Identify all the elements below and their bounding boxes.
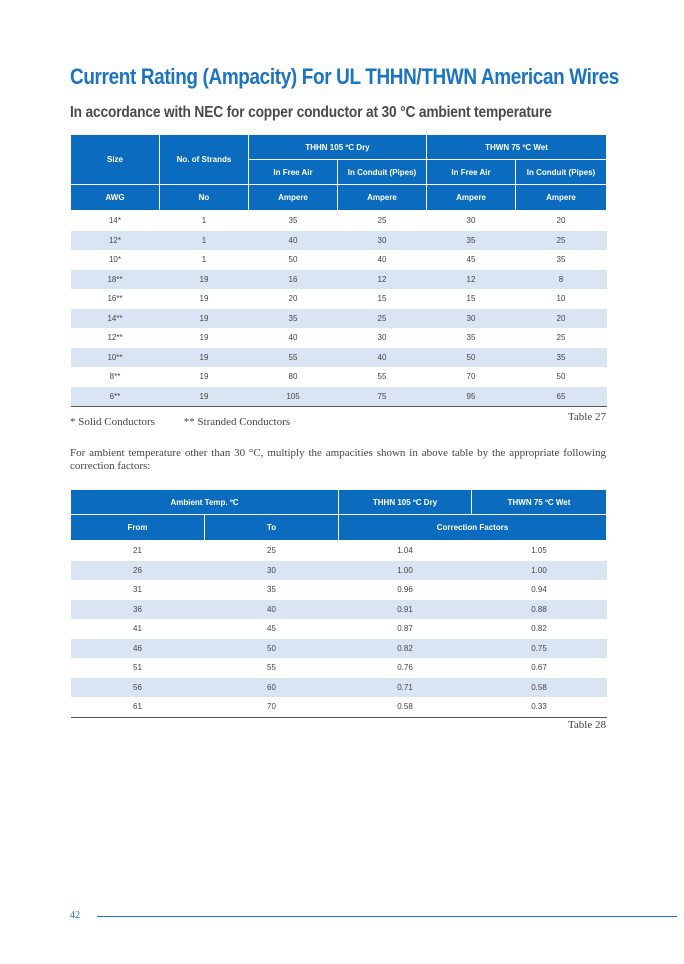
cell: 0.76	[397, 663, 413, 673]
table-row	[71, 697, 607, 717]
correction-paragraph: For ambient temperature other than 30 °C, multiply the ampacities shown in above table by the appropriate following correction factors:	[70, 447, 606, 472]
cell: 0.82	[339, 639, 472, 659]
cell: 105	[249, 387, 338, 407]
cell: 8	[516, 270, 607, 290]
table-row	[71, 328, 607, 348]
table-row	[71, 367, 607, 387]
table-row	[71, 619, 607, 639]
cell: 70	[466, 372, 476, 382]
cell: 25	[267, 546, 276, 556]
header-awg: AWG	[71, 185, 160, 211]
cell: 1.00	[472, 561, 607, 581]
cell: 15	[377, 294, 387, 304]
cell: 1	[201, 216, 207, 226]
cell: 61	[71, 697, 205, 717]
table-row	[71, 211, 607, 231]
header-conduit: In Conduit (Pipes)	[516, 160, 607, 185]
cell: 21	[133, 546, 142, 556]
cell: 0.75	[472, 639, 607, 659]
cell: 0.96	[397, 585, 413, 595]
cell: 36	[71, 600, 205, 620]
table-row	[71, 678, 607, 698]
cell: 16**	[107, 294, 123, 304]
table-row	[71, 231, 607, 251]
header-to: To	[205, 515, 339, 541]
cell: 19	[160, 387, 249, 407]
table-row	[71, 580, 607, 600]
header-thwn: THWN 75 ºC Wet	[427, 135, 607, 160]
cell: 10	[556, 294, 566, 304]
cell: 1	[160, 231, 249, 251]
cell: 65	[516, 387, 607, 407]
page-number: 42	[70, 910, 80, 921]
table-28-label: Table 28	[567, 719, 606, 731]
table-row	[71, 289, 607, 309]
cell: 45	[267, 624, 276, 634]
table-row	[71, 561, 607, 581]
cell: 1.05	[531, 546, 547, 556]
cell: 70	[205, 697, 339, 717]
header-size: Size	[71, 135, 160, 185]
cell: 95	[427, 387, 516, 407]
cell: 20	[556, 216, 566, 226]
cell: 30	[338, 231, 427, 251]
cell: 20	[288, 294, 298, 304]
page-subtitle: In accordance with NEC for copper conductor at 30 °C ambient temperature	[70, 104, 552, 121]
cell: 50	[556, 372, 566, 382]
cell: 35	[427, 231, 516, 251]
cell: 31	[133, 585, 142, 595]
cell: 50	[427, 348, 516, 368]
cell: 18**	[71, 270, 160, 290]
table-27-label: Table 27	[567, 411, 606, 423]
cell: 40	[377, 255, 387, 265]
header-free-air: In Free Air	[249, 160, 338, 185]
header-thhn: THHN 105 ºC Dry	[339, 490, 472, 515]
table-row	[71, 309, 607, 329]
conductor-notes	[70, 416, 316, 428]
cell: 60	[205, 678, 339, 698]
cell: 15	[466, 294, 476, 304]
header-ampere: Ampere	[338, 185, 427, 211]
header-free-air: In Free Air	[427, 160, 516, 185]
cell: 0.58	[472, 678, 607, 698]
header-ampere: Ampere	[516, 185, 607, 211]
cell: 30	[377, 333, 387, 343]
cell: 35	[249, 309, 338, 329]
table-row	[71, 639, 607, 659]
cell: 40	[249, 231, 338, 251]
cell: 12**	[107, 333, 123, 343]
cell: 10**	[71, 348, 160, 368]
note-solid: * Solid Conductors	[70, 416, 155, 428]
cell: 55	[267, 663, 276, 673]
cell: 30	[205, 561, 339, 581]
cell: 41	[133, 624, 142, 634]
cell: 12*	[71, 231, 160, 251]
cell: 8**	[109, 372, 121, 382]
cell: 19	[160, 270, 249, 290]
cell: 0.91	[339, 600, 472, 620]
cell: 51	[133, 663, 142, 673]
cell: 56	[71, 678, 205, 698]
header-strands: No. of Strands	[160, 135, 249, 185]
header-correction-factors: Correction Factors	[339, 515, 607, 541]
cell: 1.04	[397, 546, 413, 556]
cell: 55	[249, 348, 338, 368]
cell: 40	[205, 600, 339, 620]
header-from: From	[71, 515, 205, 541]
cell: 50	[288, 255, 298, 265]
table-row	[71, 250, 607, 270]
cell: 0.71	[339, 678, 472, 698]
header-ampere: Ampere	[249, 185, 338, 211]
cell: 10*	[108, 255, 121, 265]
cell: 25	[338, 309, 427, 329]
cell: 30	[427, 309, 516, 329]
header-ampere: Ampere	[427, 185, 516, 211]
cell: 26	[71, 561, 205, 581]
cell: 35	[267, 585, 276, 595]
cell: 0.88	[472, 600, 607, 620]
cell: 35	[556, 255, 566, 265]
header-conduit: In Conduit (Pipes)	[338, 160, 427, 185]
ampacity-table	[70, 134, 607, 407]
cell: 25	[556, 333, 566, 343]
cell: 40	[338, 348, 427, 368]
cell: 0.87	[397, 624, 413, 634]
cell: 25	[377, 216, 387, 226]
cell: 19	[199, 294, 209, 304]
cell: 6**	[71, 387, 160, 407]
table-row	[71, 348, 607, 368]
table-row	[71, 541, 607, 561]
header-ambient-temp: Ambient Temp. ºC	[71, 490, 339, 515]
cell: 1	[201, 255, 207, 265]
note-stranded: ** Stranded Conductors	[183, 416, 291, 428]
cell: 50	[205, 639, 339, 659]
header-thhn: THHN 105 ºC Dry	[249, 135, 427, 160]
cell: 1.00	[339, 561, 472, 581]
footer-divider	[97, 916, 677, 917]
cell: 46	[71, 639, 205, 659]
cell: 14**	[71, 309, 160, 329]
table-row	[71, 600, 607, 620]
cell: 0.94	[531, 585, 547, 595]
cell: 16	[249, 270, 338, 290]
cell: 30	[466, 216, 476, 226]
cell: 40	[288, 333, 298, 343]
cell: 75	[338, 387, 427, 407]
correction-factors-table	[70, 489, 607, 718]
table-row	[71, 387, 607, 407]
cell: 25	[516, 231, 607, 251]
cell: 35	[466, 333, 476, 343]
header-thwn: THWN 75 ºC Wet	[472, 490, 607, 515]
cell: 19	[199, 372, 209, 382]
cell: 19	[199, 333, 209, 343]
cell: 0.58	[339, 697, 472, 717]
cell: 80	[288, 372, 298, 382]
cell: 19	[160, 348, 249, 368]
cell: 35	[516, 348, 607, 368]
cell: 0.67	[531, 663, 547, 673]
table-row	[71, 658, 607, 678]
cell: 12	[338, 270, 427, 290]
table-row	[71, 270, 607, 290]
cell: 14*	[108, 216, 121, 226]
cell: 35	[288, 216, 298, 226]
header-no: No	[160, 185, 249, 211]
cell: 20	[516, 309, 607, 329]
cell: 0.82	[531, 624, 547, 634]
cell: 55	[377, 372, 387, 382]
cell: 19	[160, 309, 249, 329]
cell: 0.33	[472, 697, 607, 717]
cell: 45	[466, 255, 476, 265]
page-title: Current Rating (Ampacity) For UL THHN/THWN American Wires	[70, 64, 619, 89]
cell: 12	[427, 270, 516, 290]
